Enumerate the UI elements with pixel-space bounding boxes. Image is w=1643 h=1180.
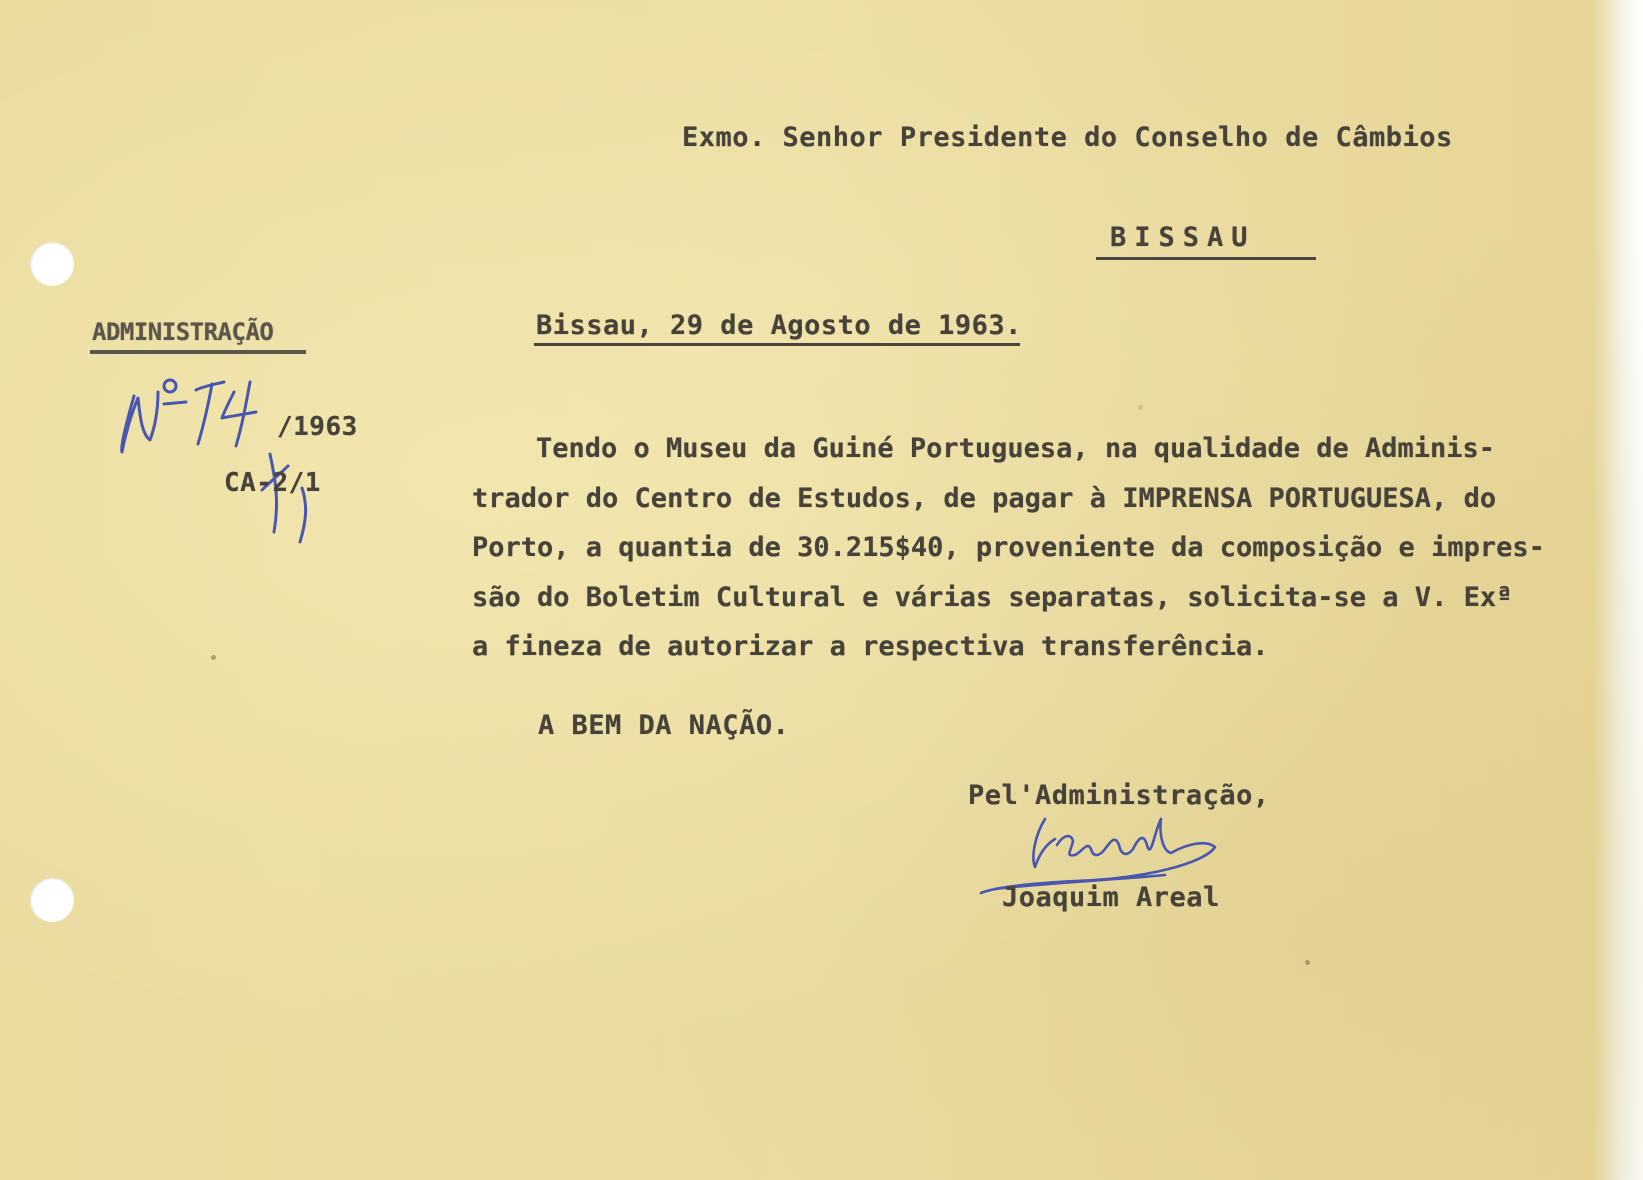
paper-speck (1305, 960, 1310, 965)
punch-hole-top (30, 242, 74, 286)
punch-hole-bottom (30, 878, 74, 922)
body-line: Tendo o Museu da Guiné Portuguesa, na qualidade de Adminis- (536, 433, 1496, 464)
body-line: Porto, a quantia de 30.215$40, proveniente da composição e impres- (472, 532, 1545, 563)
registry-year: /1963 (277, 412, 358, 442)
city: BISSAU (1110, 222, 1256, 253)
body-line: a fineza de autorizar a respectiva transferência. (472, 631, 1269, 662)
department-stamp: ADMINISTRAÇÃO (92, 318, 274, 346)
stamp-underline (90, 350, 306, 354)
city-underline (1096, 257, 1316, 260)
dateline-underline (534, 343, 1020, 346)
registry-code: CA-2/1 (224, 468, 321, 498)
letter-body (472, 424, 1552, 672)
dateline: Bissau, 29 de Agosto de 1963. (536, 310, 1022, 341)
body-line: trador do Centro de Estudos, de pagar à IMPRENSA PORTUGUESA, do (472, 482, 1497, 514)
body-line: são do Boletim Cultural e várias separatas, solicita-se a V. Exª (472, 581, 1513, 613)
paper-speck (1138, 405, 1143, 410)
signoff: Pel'Administração, (968, 780, 1270, 811)
addressee: Exmo. Senhor Presidente do Conselho de Câmbios (682, 122, 1453, 153)
handwritten-registry-number (112, 362, 358, 552)
paper-speck (211, 655, 216, 660)
signatory-name: Joaquim Areal (1002, 882, 1220, 913)
closing-formula: A BEM DA NAÇÃO. (538, 710, 790, 741)
